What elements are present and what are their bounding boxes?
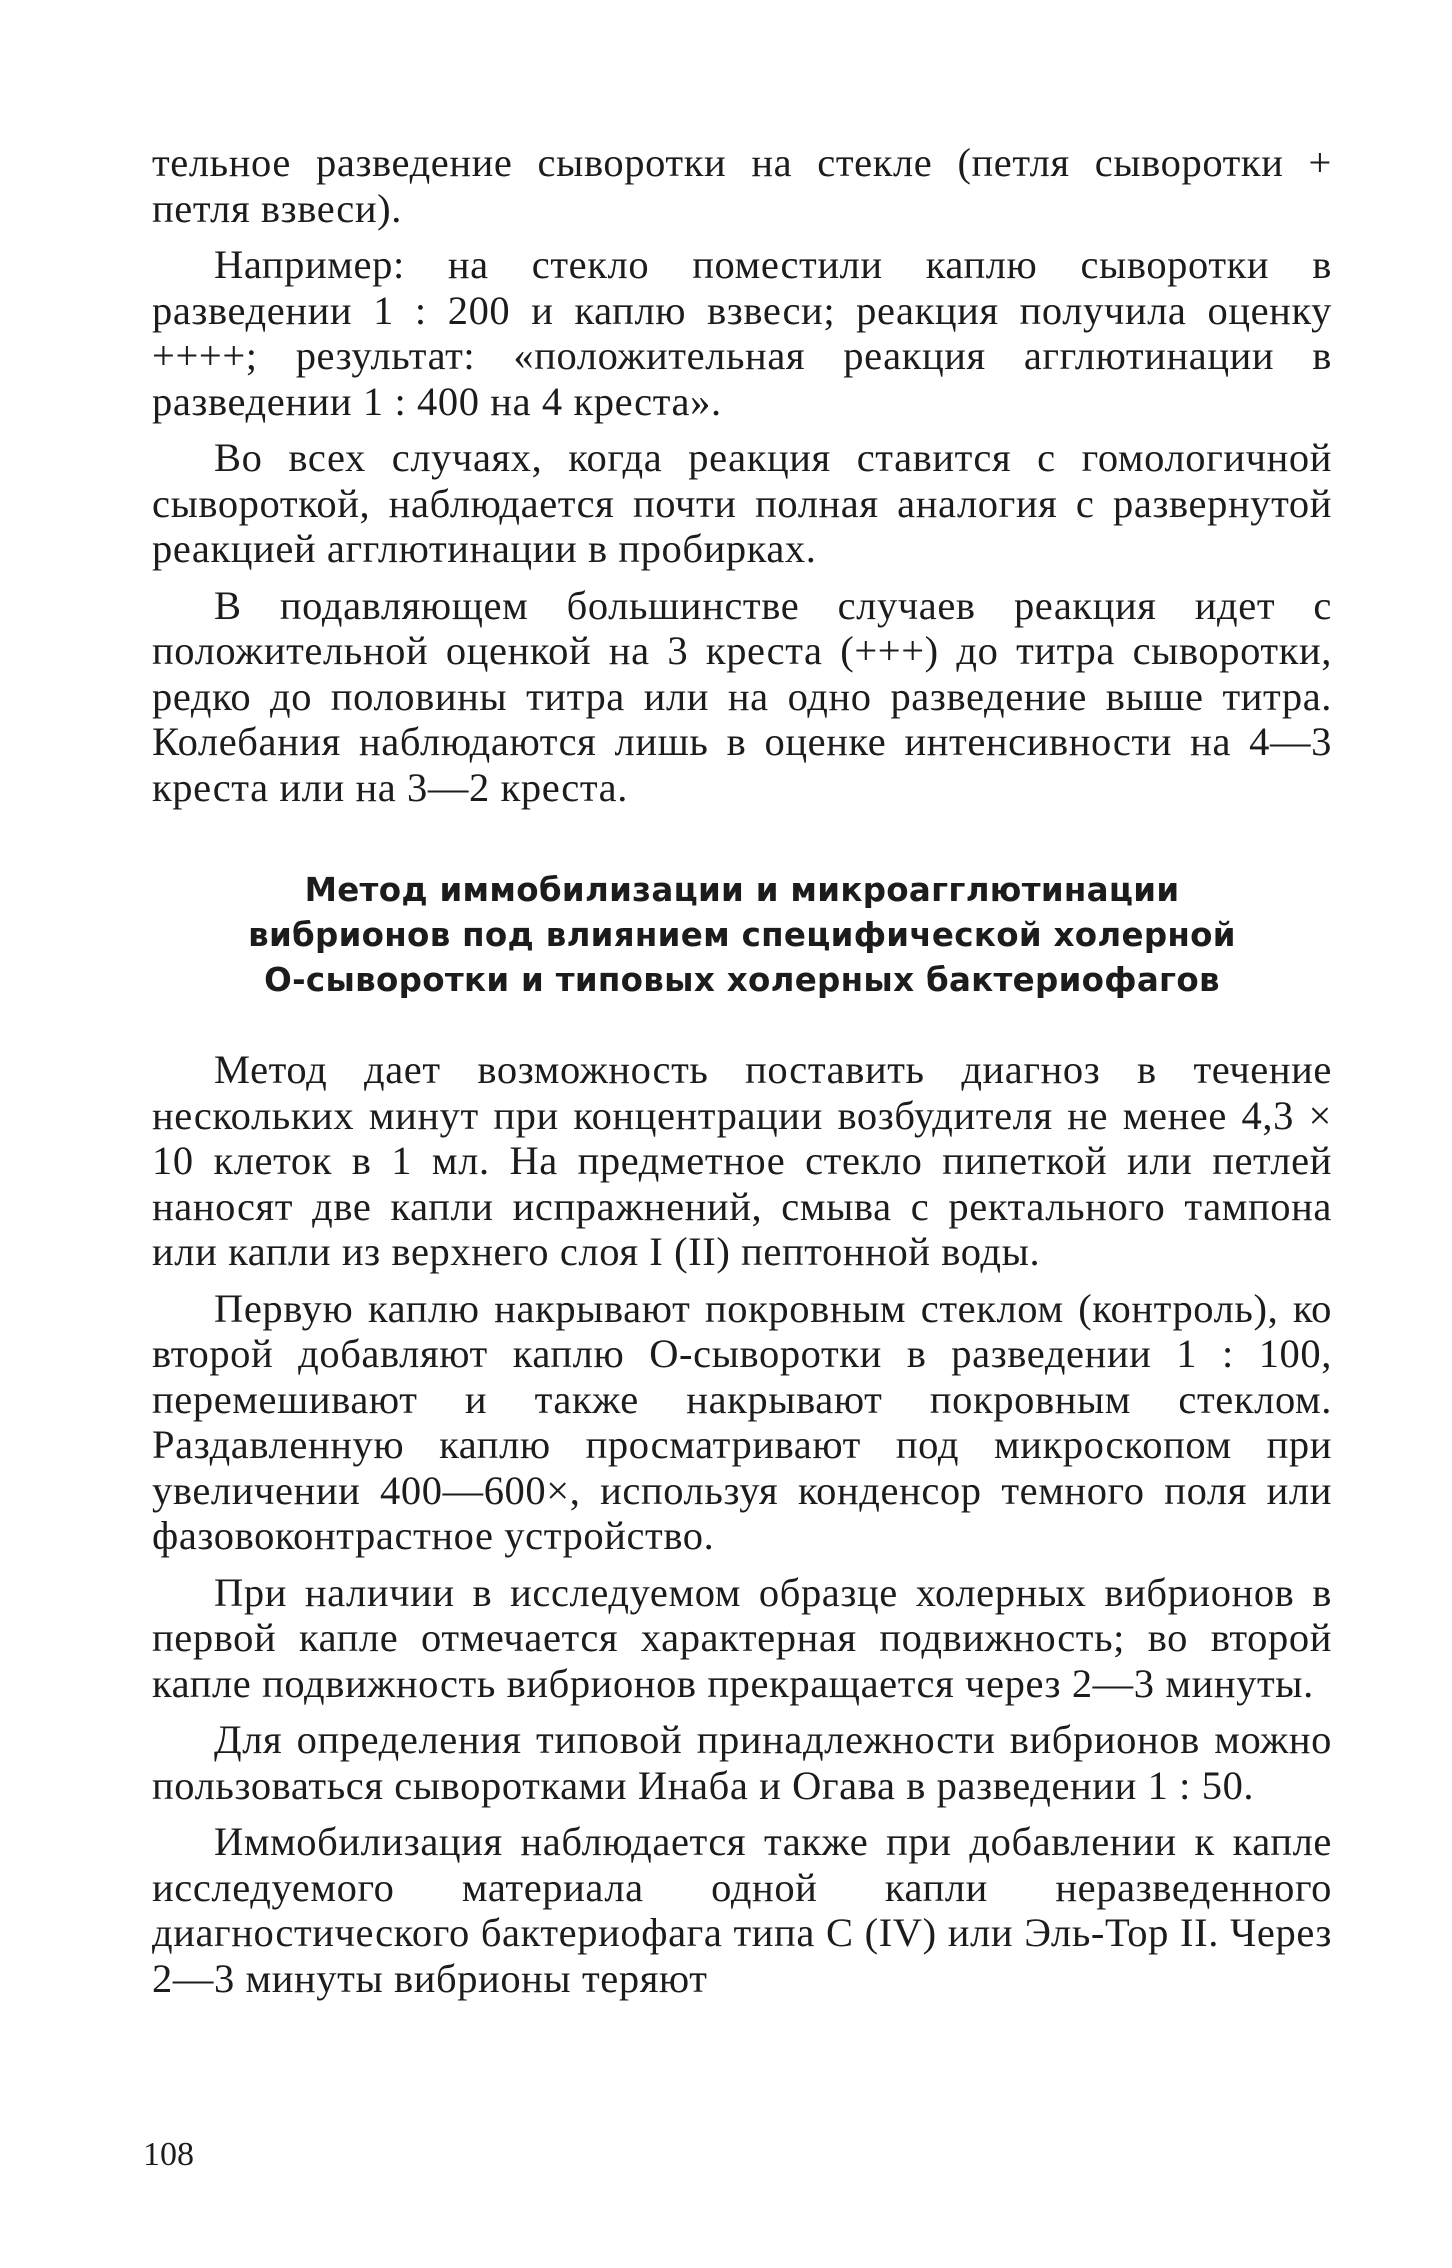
- section-heading-line: О-сыворотки и типовых холерных бактериофагов: [264, 961, 1220, 999]
- section-heading-line: Метод иммобилизации и микроагглютинации: [304, 871, 1180, 909]
- section-heading-line: вибрионов под влиянием специфической холерной: [248, 916, 1236, 954]
- paragraph: В подавляющем большинстве случаев реакция идет с положительной оценкой на 3 креста (+++) до титра сыворотки, редко до половины титра или на одно разведение выше титра. Колебания наблюдаются лишь в оценке интенсивности на 4—3 креста или на 3—2 креста.: [152, 582, 1332, 810]
- paragraph: Метод дает возможность поставить диагноз в течение нескольких минут при концентрации возбудителя не менее 4,3 × 10 клеток в 1 мл. На предметное стекло пипеткой или петлей наносят две капли испражнений, смыва с ректального тампона или капли из верхнего слоя I (II) пептонной воды.: [152, 1047, 1332, 1274]
- paragraph: Первую каплю накрывают покровным стеклом (контроль), ко второй добавляют каплю О-сыворотки в разведении 1 : 100, перемешивают и также накрывают покровным стеклом. Раздавленную каплю просматривают под микроскопом при увеличении 400—600×, используя конденсор темного поля или фазовоконтрастное устройство.: [152, 1285, 1332, 1558]
- paragraph: Во всех случаях, когда реакция ставится с гомологичной сывороткой, наблюдается почти полная аналогия с развернутой реакцией агглютинации в пробирках.: [152, 435, 1332, 571]
- page-number: 108: [143, 2136, 194, 2173]
- paragraph: При наличии в исследуемом образце холерных вибрионов в первой капле отмечается характерная подвижность; во второй капле подвижность вибрионов прекращается через 2—3 минуты.: [152, 1569, 1332, 1706]
- paragraph: Для определения типовой принадлежности вибрионов можно пользоваться сыворотками Инаба и Огава в разведении 1 : 50.: [152, 1717, 1332, 1808]
- page-body: [152, 140, 1332, 2012]
- paragraph: Иммобилизация наблюдается также при добавлении к капле исследуемого материала одной капли неразведенного диагностического бактериофага типа С (IV) или Эль-Тор II. Через 2—3 минуты вибрионы теряют: [152, 1819, 1332, 2001]
- paragraph: Например: на стекло поместили каплю сыворотки в разведении 1 : 200 и каплю взвеси; реакция получила оценку ++++; результат: «положительная реакция агглютинации в разведении 1 : 400 на 4 креста».: [152, 242, 1332, 424]
- paragraph: тельное разведение сыворотки на стекле (петля сыворотки + петля взвеси).: [152, 140, 1332, 231]
- section-heading: [152, 868, 1332, 1003]
